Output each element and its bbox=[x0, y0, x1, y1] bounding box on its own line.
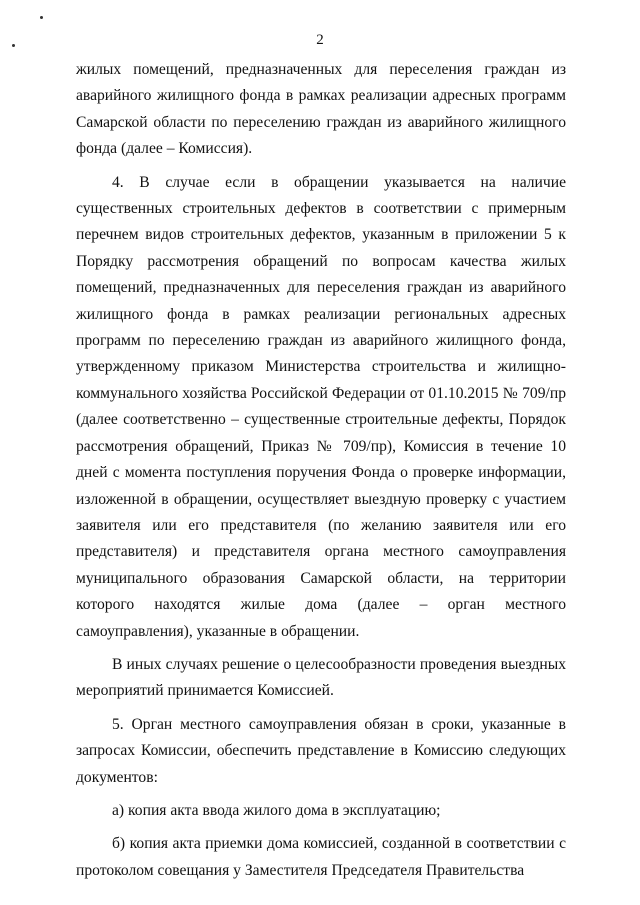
list-item-b: б) копия акта приемки дома комиссией, созданной в соответствии с протоколом совещания у Заместителя Председателя Правительства bbox=[76, 835, 566, 879]
scan-speck bbox=[40, 16, 43, 19]
paragraph-item-4: 4. В случае если в обращении указывается на наличие существенных строительных дефектов в соответствии с примерным перечнем видов строительных дефектов, указанным в приложении 5 к Порядку рассмотрения обращений по вопросам качества жилых помещений, предназначенных для переселения граждан из аварийного жилищного фонда в рамках реализации региональных адресных программ по переселению граждан из аварийного жилищного фонда, утвержденному приказом Министерства строительства и жилищно-коммунального хозяйства Российской Федерации от 01.10.2015 № 709/пр (далее соответственно – существенные строительные дефекты, Порядок рассмотрения обращений, Приказ № 709/пр), Комиссия в течение 10 дней с момента поступления поручения Фонда о проверке информации, изложенной в обращении, осуществляет выездную проверку с участием заявителя или его представителя (по желанию заявителя или его представителя) и представителя органа местного самоуправления муниципального образования Самарской области, на территории которого находятся жилые дома (далее – орган местного самоуправления), указанные в обращении. bbox=[76, 173, 566, 640]
paragraph-continuation: жилых помещений, предназначенных для переселения граждан из аварийного жилищного фонда в рамках реализации адресных программ Самарской области по переселению граждан из аварийного жилищного фонда (далее – Комиссия). bbox=[76, 61, 566, 158]
list-item-a: а) копия акта ввода жилого дома в эксплуатацию; bbox=[112, 801, 441, 819]
page-number: 2 bbox=[316, 32, 324, 48]
document-body bbox=[76, 57, 566, 884]
paragraph-item-5: 5. Орган местного самоуправления обязан в сроки, указанные в запросах Комиссии, обеспечить представление в Комиссию следующих документов: bbox=[76, 715, 566, 786]
paragraph-other-cases: В иных случаях решение о целесообразности проведения выездных мероприятий принимается Комиссией. bbox=[76, 655, 566, 700]
